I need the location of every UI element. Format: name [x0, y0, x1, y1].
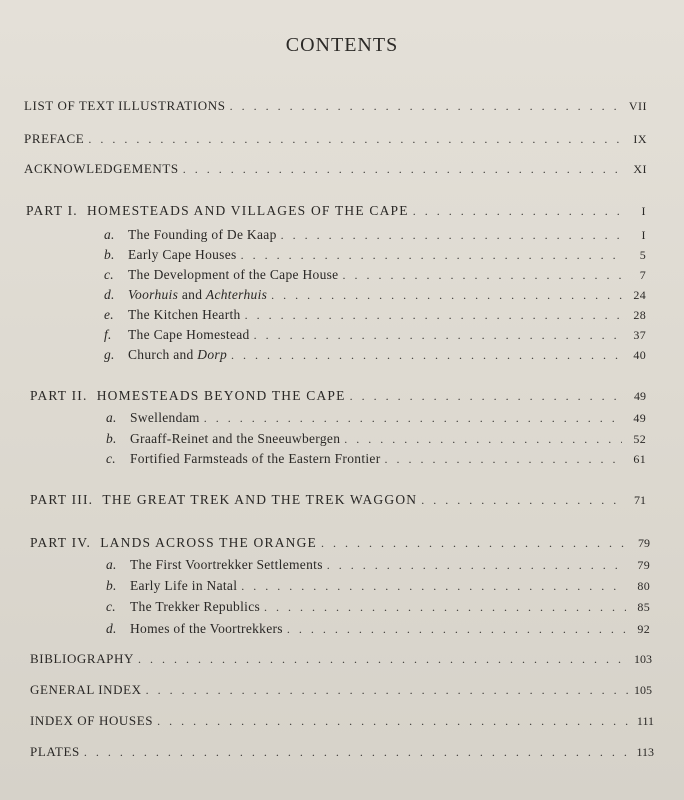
toc-section[interactable]	[104, 307, 646, 323]
toc-entry-label: GENERAL INDEX	[30, 682, 142, 697]
section-label: The Development of the Cape House	[128, 267, 339, 282]
section-label: The Kitchen Hearth	[128, 307, 241, 322]
section-letter: a.	[106, 557, 117, 572]
section-letter: f.	[104, 327, 112, 342]
toc-section[interactable]	[104, 327, 646, 343]
section-letter: e.	[104, 307, 114, 322]
dot-leader	[183, 162, 623, 177]
section-label: Graaff-Reinet and the Sneeuwbergen	[130, 431, 341, 446]
section-label: Early Cape Houses	[128, 247, 237, 262]
toc-entry-page: 113	[636, 745, 654, 759]
dot-leader	[321, 536, 626, 551]
dot-leader	[84, 745, 630, 760]
toc-entry-label: BIBLIOGRAPHY	[30, 651, 134, 666]
dot-leader	[385, 452, 622, 467]
section-page: 85	[637, 600, 650, 614]
section-letter: a.	[104, 227, 115, 242]
dot-leader	[254, 328, 622, 343]
section-label: The Trekker Republics	[130, 599, 261, 614]
dot-leader	[287, 622, 626, 637]
toc-section[interactable]	[106, 621, 650, 637]
section-page: 37	[633, 328, 646, 342]
toc-entry-label: PLATES	[30, 744, 80, 759]
section-page: 49	[633, 411, 646, 425]
section-label: The Cape Homestead	[128, 327, 250, 342]
section-letter: b.	[106, 431, 117, 446]
section-page: 61	[633, 452, 646, 466]
toc-entry-page: VII	[628, 99, 647, 113]
toc-entry-index-of-houses[interactable]	[30, 713, 654, 729]
toc-part-3[interactable]	[30, 492, 646, 508]
section-label: The First Voortrekker Settlements	[130, 557, 323, 572]
dot-leader	[327, 558, 626, 573]
toc-entry-page: XI	[633, 162, 647, 176]
toc-entry-page: IX	[633, 132, 647, 146]
section-label: Early Life in Natal	[130, 578, 238, 593]
part-number: PART I.	[26, 203, 78, 218]
dot-leader	[230, 99, 623, 114]
toc-section[interactable]	[104, 287, 646, 303]
toc-section[interactable]	[106, 431, 646, 447]
section-letter: c.	[106, 451, 116, 466]
section-page: 92	[637, 622, 650, 636]
part-number: PART III.	[30, 492, 94, 507]
toc-entry-label: ACKNOWLEDGEMENTS	[24, 161, 179, 176]
part-title: HOMESTEADS AND VILLAGES OF THE CAPE	[87, 203, 409, 218]
section-letter: d.	[104, 287, 115, 302]
part-title: THE GREAT TREK AND THE TREK WAGGON	[102, 492, 418, 507]
section-label: Fortified Farmsteads of the Eastern Frontier	[130, 451, 381, 466]
toc-entry-bibliography[interactable]	[30, 651, 652, 667]
section-page: 52	[633, 432, 646, 446]
toc-section[interactable]	[104, 347, 646, 363]
section-page: 28	[633, 308, 646, 322]
section-label-dorp: Dorp	[197, 347, 227, 362]
toc-part-4[interactable]	[30, 535, 650, 551]
toc-part-1[interactable]	[26, 203, 646, 219]
section-label-voorhuis: Voorhuis	[128, 287, 179, 302]
toc-section[interactable]	[104, 267, 646, 283]
part-number: PART IV.	[30, 535, 92, 550]
toc-entry-label: INDEX OF HOUSES	[30, 713, 154, 728]
dot-leader	[88, 132, 623, 147]
section-page: 5	[639, 248, 646, 262]
page-title: CONTENTS	[285, 34, 399, 56]
toc-section[interactable]	[106, 410, 646, 426]
dot-leader	[281, 228, 622, 243]
section-letter: g.	[104, 347, 115, 362]
section-label-and: and	[178, 287, 206, 302]
section-letter: d.	[106, 621, 117, 636]
section-letter: b.	[106, 578, 117, 593]
part-title: LANDS ACROSS THE ORANGE	[100, 535, 317, 550]
toc-entry-general-index[interactable]	[30, 682, 652, 698]
dot-leader	[241, 248, 622, 263]
dot-leader	[342, 268, 622, 283]
toc-entry-label: PREFACE	[24, 131, 85, 146]
dot-leader	[146, 683, 628, 698]
toc-entry-page: I	[641, 204, 646, 218]
dot-leader	[245, 308, 622, 323]
toc-entry-plates[interactable]	[30, 744, 654, 760]
dot-leader	[157, 714, 630, 729]
toc-section[interactable]	[104, 227, 646, 243]
toc-section[interactable]	[106, 578, 650, 594]
dot-leader	[344, 432, 622, 447]
toc-part-label	[30, 535, 317, 551]
section-page: 79	[637, 558, 650, 572]
part-number: PART II.	[30, 388, 88, 403]
section-label: Swellendam	[130, 410, 200, 425]
section-page: 80	[637, 579, 650, 593]
section-label: The Founding of De Kaap	[128, 227, 277, 242]
toc-entry-illustrations[interactable]	[24, 98, 647, 114]
toc-section[interactable]	[104, 247, 646, 263]
toc-entry-label: LIST OF TEXT ILLUSTRATIONS	[24, 98, 226, 113]
section-letter: c.	[104, 267, 114, 282]
dot-leader	[421, 493, 622, 508]
section-page: 40	[633, 348, 646, 362]
toc-part-label	[30, 388, 346, 404]
dot-leader	[350, 389, 622, 404]
section-page: 24	[633, 288, 646, 302]
section-label: Homes of the Voortrekkers	[130, 621, 283, 636]
toc-entry-page: 79	[638, 536, 650, 550]
toc-entry-preface[interactable]	[24, 131, 647, 147]
toc-part-label	[26, 203, 409, 219]
section-letter: c.	[106, 599, 116, 614]
toc-entry-page: 103	[634, 652, 652, 666]
dot-leader	[231, 348, 622, 363]
section-page: I	[641, 228, 646, 242]
section-page: 7	[639, 268, 646, 282]
section-letter: b.	[104, 247, 115, 262]
section-letter: a.	[106, 410, 117, 425]
toc-entry-page: 49	[634, 389, 646, 403]
toc-entry-page: 111	[636, 714, 654, 728]
toc-section[interactable]	[106, 599, 650, 615]
section-label-achterhuis: Achterhuis	[205, 287, 268, 302]
toc-entry-acknowledgements[interactable]	[24, 161, 647, 177]
dot-leader	[413, 204, 622, 219]
dot-leader	[204, 411, 622, 426]
toc-section[interactable]	[106, 557, 650, 573]
dot-leader	[264, 600, 626, 615]
toc-part-2[interactable]	[30, 388, 646, 404]
dot-leader	[138, 652, 628, 667]
toc-entry-page: 105	[634, 683, 652, 697]
dot-leader	[241, 579, 626, 594]
section-label-church: Church and	[128, 347, 198, 362]
part-title: HOMESTEADS BEYOND THE CAPE	[96, 388, 346, 403]
dot-leader	[271, 288, 622, 303]
toc-entry-page: 71	[634, 493, 646, 507]
toc-section[interactable]	[106, 451, 646, 467]
toc-part-label	[30, 492, 417, 508]
